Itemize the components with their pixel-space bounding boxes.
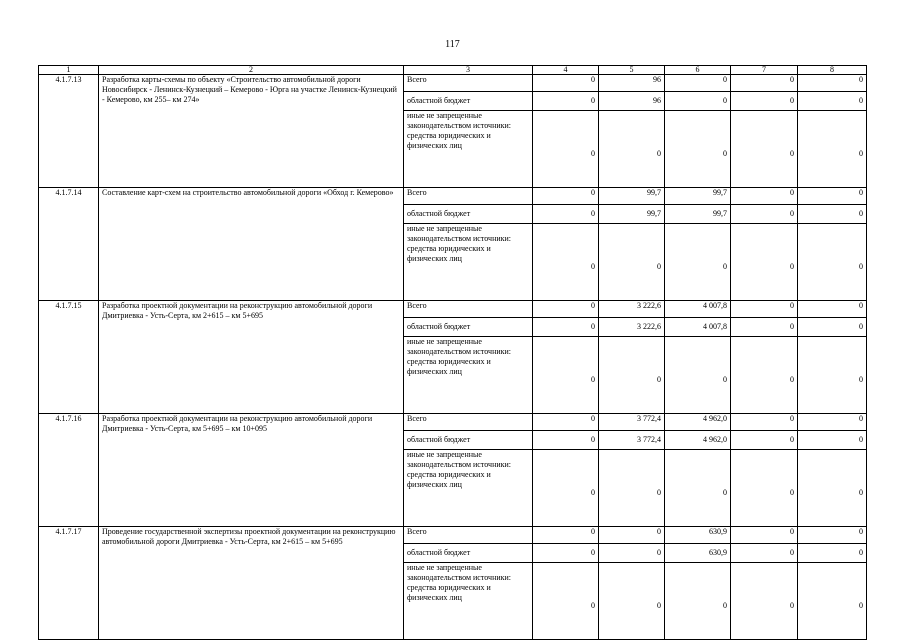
amount-cell: 3 772,4 — [599, 431, 665, 450]
amount-cell: 0 — [731, 527, 798, 544]
amount-cell: 3 222,6 — [599, 318, 665, 337]
amount-cell: 0 — [731, 414, 798, 431]
amount-cell: 96 — [599, 75, 665, 92]
amount-cell: 0 — [798, 188, 867, 205]
amount-cell: 0 — [798, 414, 867, 431]
funding-source: областной бюджет — [404, 318, 533, 337]
column-header: 4 — [533, 66, 599, 75]
item-name: Составление карт-схем на строительство автомобильной дороги «Обход г. Кемерово» — [99, 188, 404, 301]
amount-cell: 96 — [599, 92, 665, 111]
amount-cell: 0 — [798, 544, 867, 563]
amount-cell: 0 — [731, 75, 798, 92]
amount-cell: 99,7 — [665, 205, 731, 224]
amount-cell: 0 — [665, 450, 731, 527]
amount-cell: 0 — [665, 75, 731, 92]
amount-cell: 0 — [533, 224, 599, 301]
item-code: 4.1.7.17 — [39, 527, 99, 640]
amount-cell: 0 — [798, 337, 867, 414]
funding-source: Всего — [404, 75, 533, 92]
funding-source: Всего — [404, 527, 533, 544]
amount-cell: 0 — [731, 431, 798, 450]
budget-table — [38, 65, 867, 640]
amount-cell: 0 — [533, 301, 599, 318]
funding-source: областной бюджет — [404, 205, 533, 224]
amount-cell: 0 — [665, 92, 731, 111]
column-header: 3 — [404, 66, 533, 75]
amount-cell: 0 — [533, 337, 599, 414]
funding-source: иные не запрещенные законодательством источники: средства юридических и физических лиц — [404, 563, 533, 640]
amount-cell: 0 — [798, 75, 867, 92]
amount-cell: 0 — [731, 205, 798, 224]
item-code: 4.1.7.16 — [39, 414, 99, 527]
amount-cell: 0 — [731, 318, 798, 337]
amount-cell: 0 — [798, 527, 867, 544]
amount-cell: 0 — [599, 563, 665, 640]
amount-cell: 0 — [731, 92, 798, 111]
amount-cell: 0 — [533, 188, 599, 205]
funding-source: Всего — [404, 188, 533, 205]
item-code: 4.1.7.15 — [39, 301, 99, 414]
amount-cell: 0 — [798, 111, 867, 188]
funding-source: иные не запрещенные законодательством источники: средства юридических и физических лиц — [404, 111, 533, 188]
column-header: 6 — [665, 66, 731, 75]
funding-source: Всего — [404, 414, 533, 431]
amount-cell: 0 — [533, 527, 599, 544]
funding-source: областной бюджет — [404, 92, 533, 111]
item-code: 4.1.7.14 — [39, 188, 99, 301]
amount-cell: 0 — [599, 544, 665, 563]
funding-source: областной бюджет — [404, 544, 533, 563]
amount-cell: 0 — [731, 301, 798, 318]
amount-cell: 0 — [533, 318, 599, 337]
amount-cell: 99,7 — [599, 205, 665, 224]
funding-source: иные не запрещенные законодательством источники: средства юридических и физических лиц — [404, 337, 533, 414]
item-name: Разработка проектной документации на реконструкцию автомобильной дороги Дмитриевка - Усть-Серта, км 5+695 – км 10+095 — [99, 414, 404, 527]
amount-cell: 3 772,4 — [599, 414, 665, 431]
table-row — [39, 188, 867, 205]
amount-cell: 0 — [798, 224, 867, 301]
amount-cell: 0 — [533, 111, 599, 188]
amount-cell: 0 — [798, 92, 867, 111]
funding-source: Всего — [404, 301, 533, 318]
amount-cell: 0 — [533, 431, 599, 450]
amount-cell: 0 — [533, 92, 599, 111]
amount-cell: 0 — [599, 450, 665, 527]
amount-cell: 0 — [731, 224, 798, 301]
amount-cell: 0 — [533, 205, 599, 224]
amount-cell: 4 007,8 — [665, 318, 731, 337]
column-header: 5 — [599, 66, 665, 75]
page-number: 117 — [445, 39, 460, 50]
item-code: 4.1.7.13 — [39, 75, 99, 188]
amount-cell: 0 — [798, 205, 867, 224]
column-number-row — [39, 66, 867, 75]
amount-cell: 0 — [533, 563, 599, 640]
amount-cell: 4 007,8 — [665, 301, 731, 318]
column-header: 1 — [39, 66, 99, 75]
amount-cell: 0 — [533, 414, 599, 431]
amount-cell: 0 — [731, 544, 798, 563]
item-name: Разработка проектной документации на реконструкцию автомобильной дороги Дмитриевка - Усть-Серта, км 2+615 – км 5+695 — [99, 301, 404, 414]
amount-cell: 0 — [731, 450, 798, 527]
amount-cell: 0 — [533, 75, 599, 92]
funding-source: областной бюджет — [404, 431, 533, 450]
amount-cell: 630,9 — [665, 527, 731, 544]
amount-cell: 0 — [665, 337, 731, 414]
table-row — [39, 75, 867, 92]
amount-cell: 0 — [731, 337, 798, 414]
amount-cell: 0 — [533, 544, 599, 563]
amount-cell: 0 — [665, 224, 731, 301]
amount-cell: 0 — [599, 111, 665, 188]
item-name: Разработка карты-схемы по объекту «Строительство автомобильной дороги Новосибирск - Ленинск-Кузнецкий – Кемерово - Юрга на участке Ленинск-Кузнецкий - Кемерово, км 255– км 274» — [99, 75, 404, 188]
amount-cell: 0 — [798, 450, 867, 527]
column-header: 7 — [731, 66, 798, 75]
amount-cell: 0 — [798, 431, 867, 450]
amount-cell: 630,9 — [665, 544, 731, 563]
amount-cell: 0 — [731, 563, 798, 640]
amount-cell: 0 — [599, 224, 665, 301]
amount-cell: 4 962,0 — [665, 431, 731, 450]
amount-cell: 3 222,6 — [599, 301, 665, 318]
amount-cell: 0 — [798, 301, 867, 318]
amount-cell: 0 — [798, 563, 867, 640]
item-name: Проведение государственной экспертизы проектной документации на реконструкцию автомобильной дороги Дмитриевка - Усть-Серта, км 2+615 – км 5+695 — [99, 527, 404, 640]
amount-cell: 0 — [731, 188, 798, 205]
amount-cell: 0 — [599, 337, 665, 414]
amount-cell: 0 — [731, 111, 798, 188]
table-row — [39, 527, 867, 544]
funding-source: иные не запрещенные законодательством источники: средства юридических и физических лиц — [404, 450, 533, 527]
column-header: 8 — [798, 66, 867, 75]
amount-cell: 0 — [665, 111, 731, 188]
amount-cell: 0 — [599, 527, 665, 544]
table-row — [39, 414, 867, 431]
amount-cell: 0 — [798, 318, 867, 337]
amount-cell: 4 962,0 — [665, 414, 731, 431]
amount-cell: 99,7 — [665, 188, 731, 205]
amount-cell: 0 — [533, 450, 599, 527]
amount-cell: 0 — [665, 563, 731, 640]
funding-source: иные не запрещенные законодательством источники: средства юридических и физических лиц — [404, 224, 533, 301]
amount-cell: 99,7 — [599, 188, 665, 205]
column-header: 2 — [99, 66, 404, 75]
table-row — [39, 301, 867, 318]
